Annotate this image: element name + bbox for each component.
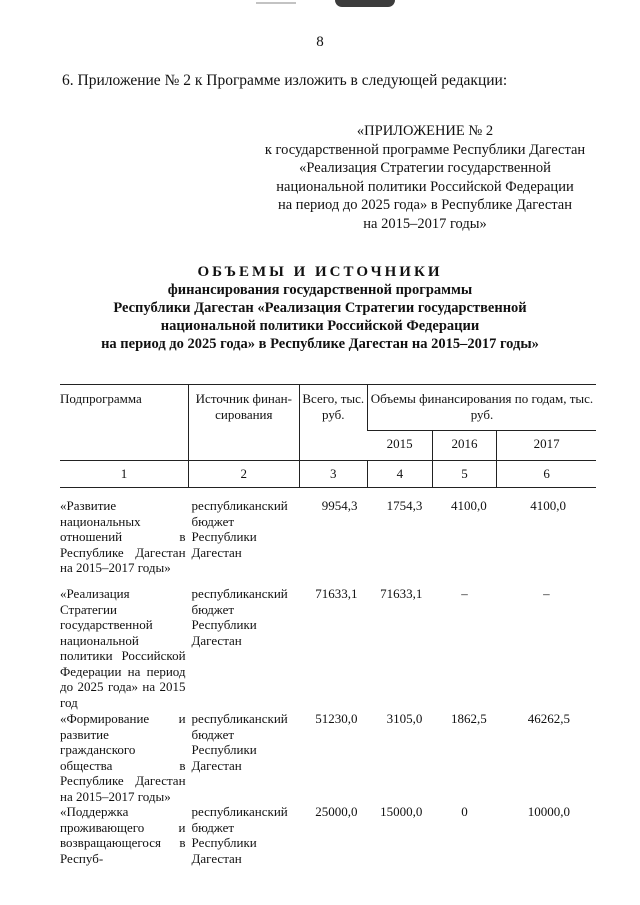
cell-total: 9954,3 [321,498,358,513]
cell-2017: 4100,0 [530,498,566,513]
appendix-line: к государственной программе Республики Дагестан [264,141,586,158]
header-year-2016: 2016 [432,431,496,461]
heading-line: национальной политики Российской Федерации [160,318,480,334]
appendix-line: «Реализация Стратегии государственной [299,160,551,176]
table-row [60,711,596,804]
cell-2017: 46262,5 [527,711,570,726]
column-number-row [60,461,596,488]
cell-2017: 10000,0 [527,804,570,819]
cell-2015: 3105,0 [386,711,423,726]
scan-artifact [256,2,296,4]
cell-2015: 71633,1 [380,586,423,601]
appendix-line: на 2015–2017 годы» [363,215,487,232]
heading-line: финансирования государственной программы [167,282,473,298]
header-source: Источник финан-сирования [189,385,300,461]
header-subprogram: Подпрограмма [60,385,189,461]
funding-table [60,384,596,866]
cell-source: республиканский бюджет Республики Дагестан [191,498,288,560]
header-year-2015: 2015 [367,431,432,461]
cell-2015: 15000,0 [380,804,423,819]
appendix-line: на период до 2025 года» в Республике Дагестан [277,197,573,213]
cell-source: республиканский бюджет Республики Дагестан [191,804,288,866]
heading-title: ОБЪЕМЫ И ИСТОЧНИКИ [197,264,443,280]
heading-line: Республики Дагестан «Реализация Стратегии государственной [113,300,527,316]
table-row [60,488,596,587]
cell-subprogram: «Развитие национальных отношений в Республике Дагестан на 2015–2017 годы» [60,498,186,575]
cell-subprogram: «Поддержка проживающего и возвращающегося в Респуб- [60,804,186,866]
table-row [60,586,596,711]
cell-source: республиканский бюджет Республики Дагестан [191,711,288,773]
cell-source: республиканский бюджет Республики Дагестан [191,586,288,648]
cell-2016: 1862,5 [450,711,487,726]
appendix-header [250,122,600,233]
header-year-2017: 2017 [497,431,596,461]
page-number: 8 [316,34,324,50]
cell-total: 51230,0 [315,711,358,726]
header-total: Всего, тыс. руб. [299,385,367,461]
appendix-line: национальной политики Российской Федерации [276,178,574,195]
amendment-item: 6. Приложение № 2 к Программе изложить в следующей редакции: [62,72,508,89]
column-number: 3 [299,461,367,488]
column-number: 5 [432,461,496,488]
cell-subprogram: «Реализация Стратегии государственной национальной политики Российской Федерации на период до 2025 года» на 2015 год [60,586,186,710]
cell-2016: – [461,586,468,601]
scan-artifact [335,0,395,7]
appendix-line: «ПРИЛОЖЕНИЕ № 2 [356,123,494,139]
document-heading [80,263,560,353]
cell-subprogram: «Формирование и развитие гражданского общества в Республике Дагестан на 2015–2017 годы» [60,711,186,804]
cell-2016: 4100,0 [450,498,487,513]
column-number: 2 [189,461,300,488]
cell-2016: 0 [461,804,468,819]
cell-2015: 1754,3 [386,498,423,513]
cell-total: 25000,0 [315,804,358,819]
header-by-years: Объемы финансирования по годам, тыс. руб. [367,385,596,431]
column-number: 4 [367,461,432,488]
cell-total: 71633,1 [315,586,358,601]
column-number: 1 [60,461,189,488]
cell-2017: – [543,586,550,601]
table-row [60,804,596,866]
column-number: 6 [497,461,596,488]
heading-line: на период до 2025 года» в Республике Дагестан на 2015–2017 годы» [101,336,539,352]
